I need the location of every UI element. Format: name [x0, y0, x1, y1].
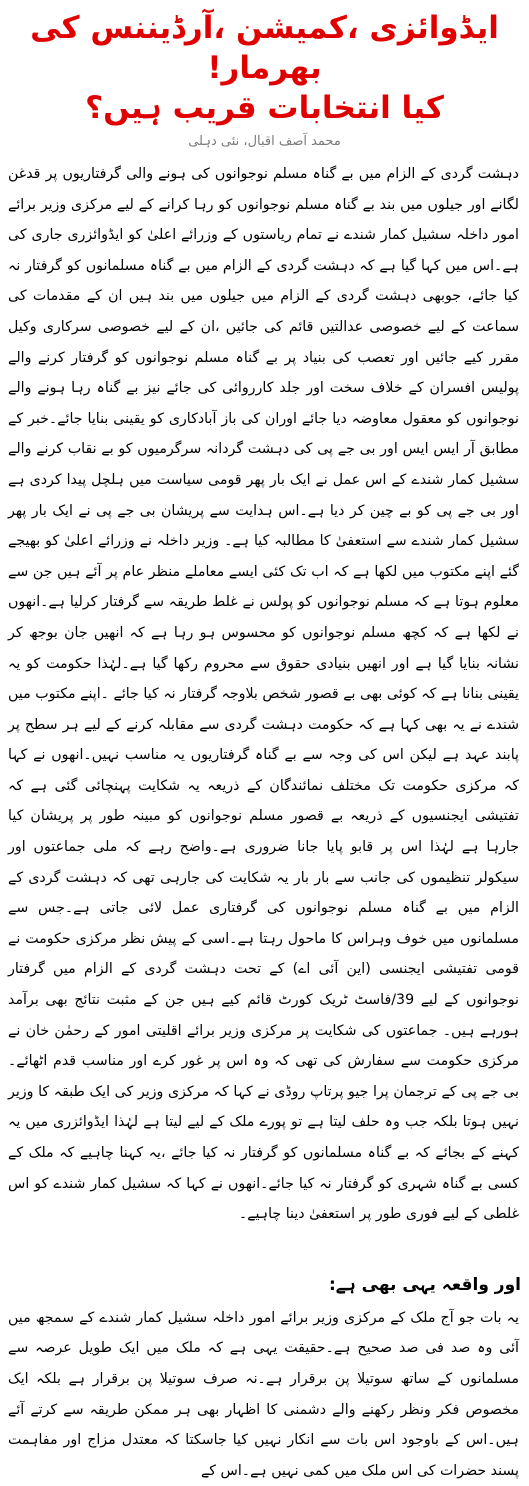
headline-line-2: کیا انتخابات قریب ہیں؟	[85, 90, 444, 126]
subheading: اور واقعہ یہی بھی ہے:	[328, 1274, 521, 1295]
article-body-continued: یہ بات جو آج ملک کے مرکزی وزیر برائے امور داخلہ سشیل کمار شندے کے سمجھ میں آئی وہ صد فی صد صحیح ہے۔حقیقت یہی ہے کہ ملک میں ایک طویل عرصہ سے مسلمانوں کے ساتھ سوتیلا پن برقرار ہے۔نہ صرف سوتیلا پن برقرار ہے بلکہ ایک مخصوص فکر ونظر رکھنے والے دشمنی کا اظہار بھی ہر ممکن طریقہ سے کرتے آئے ہیں۔اس کے باوجود اس بات سے انکار نہیں کیا جاسکتا کہ معتدل مزاج اور مفاہمت پسند حضرات کی اس ملک میں کمی نہیں ہے۔اس کے	[8, 1309, 519, 1479]
headline	[0, 0, 529, 128]
article-body: دہشت گردی کے الزام میں بے گناہ مسلم نوجوانوں کی ہونے والی گرفتاریوں پر قدغن لگانے اور جیلوں میں بند بے گناہ مسلم نوجوانوں کو رہا کرانے کے لیے مرکزی وزیر برائے امور داخلہ سشیل کمار شندے نے تمام ریاستوں کے وزرائے اعلیٰ کو ایڈوائزری جاری کی ہے۔اس میں کہا گیا ہے کہ دہشت گردی کے الزام میں بے گناہ مسلمانوں کو گرفتار نہ کیا جائے، جوبھی دہشت گردی کے الزام میں جیلوں میں بند ہیں ان کے مقدمات کی سماعت کے لیے خصوصی عدالتیں قائم کی جائیں ،ان کے لیے خصوصی سرکاری وکیل مقرر کیے جائیں اور تعصب کی بنیاد پر بے گناہ مسلم نوجوانوں کو گرفتار کرنے والے پولیس افسران کے خلاف سخت اور جلد کارروائی کی جائے نیز بے گناہ رہا ہونے والے نوجوانوں کو معقول معاوضہ دیا جائے اوران کی باز آبادکاری کو یقینی بنایا جائے۔خبر کے مطابق آر ایس ایس اور بی جے پی کی دہشت گردانہ سرگرمیوں کو بے نقاب کرنے والے سشیل کمار شندے کے اس عمل نے ایک بار پھر قومی سیاست میں ہلچل پیدا کردی ہے اور بی جے پی کو بے چین کر دیا ہے۔اس ہدایت سے پریشان بی جے پی نے ایک بار پھر سشیل کمار شندے سے استعفیٰ کا مطالبہ کیا ہے۔ وزیر داخلہ نے وزرائے اعلیٰ کو بھیجے گئے اپنے مکتوب میں لکھا ہے کہ اب تک کئی ایسے معاملے منظر عام پر آئے ہیں جن سے معلوم ہوتا ہے کہ مسلم نوجوانوں کو پولس نے غلط طریقہ سے گرفتار کرلیا ہے۔انھوں نے لکھا ہے کہ کچھ مسلم نوجوانوں کو محسوس ہو رہا ہے کہ انھیں جان بوجھ کر نشانہ بنایا گیا ہے اور انھیں بنیادی حقوق سے محروم رکھا گیا ہے۔لہٰذا حکومت کو یہ یقینی بنانا ہے کہ کوئی بھی بے قصور شخص بلاوجہ گرفتار نہ کیا جائے ۔اپنے مکتوب میں شندے نے یہ بھی کہا ہے کہ حکومت دہشت گردی سے مقابلہ کرنے کے لیے ہر سطح پر پابند عہد ہے لیکن اس کی وجہ سے بے گناہ گرفتاریوں یہ مناسب نہیں۔انھوں نے کہا کہ مرکزی حکومت تک مختلف نمائندگان کے ذریعہ یہ شکایت پہنچائی گئی ہے کہ تفتیشی ایجنسیوں کے ذریعہ بے قصور مسلم نوجوانوں کو مبینہ طور پر پریشان کیا جارہا ہے لہٰذا اس پر قابو پایا جانا ضروری ہے۔واضح رہے کہ ملی جماعتوں اور سیکولر تنظیموں کی جانب سے بار بار یہ شکایت کی جارہی تھی کہ دہشت گردی کے الزام میں بے گناہ مسلم نوجوانوں کی گرفتاری عمل لائی جاتی ہے۔جس سے مسلمانوں میں خوف وہراس کا ماحول رہتا ہے۔اسی کے پیش نظر مرکزی حکومت نے قومی تفتیشی ایجنسی (این آئی اے) کے تحت دہشت گردی کے الزام میں گرفتار نوجوانوں کے لیے 39/فاسٹ ٹریک کورٹ قائم کیے ہیں جن کے مثبت نتائج بھی برآمد ہورہے ہیں۔ جماعتوں کی شکایت پر مرکزی وزیر برائے اقلیتی امور کے رحمٰن خان نے مرکزی حکومت سے سفارش کی تھی کہ وہ اس پر غور کرے اور مناسب قدم اٹھائے۔ بی جے پی کے ترجمان پرا جیو پرتاپ روڈی نے کہا کہ مرکزی وزیر کی ایک طبقہ کا وزیر نہیں ہوتا بلکہ جب وہ حلف لیتا ہے تو پورے ملک کے لیے لیتا ہے لہٰذا ایڈوائزری میں یہ کہنے کے بجائے کہ بے گناہ مسلمانوں کو گرفتار نہ کیا جائے ،یہ کہنا چاہیے کہ ملک کے کسی بے گناہ شہری کو گرفتار نہ کیا جائے۔انھوں نے کہا کہ سشیل کمار شندے کو اس غلطی کے لیے فوری طور پر استعفیٰ دینا چاہیے۔	[8, 166, 519, 1223]
byline: محمد آصف اقبال، نئی دہلی	[188, 134, 341, 149]
headline-line-1: ایڈوائزی ،کمیشن ،آرڈیننس کی بھرمار!	[30, 10, 499, 86]
